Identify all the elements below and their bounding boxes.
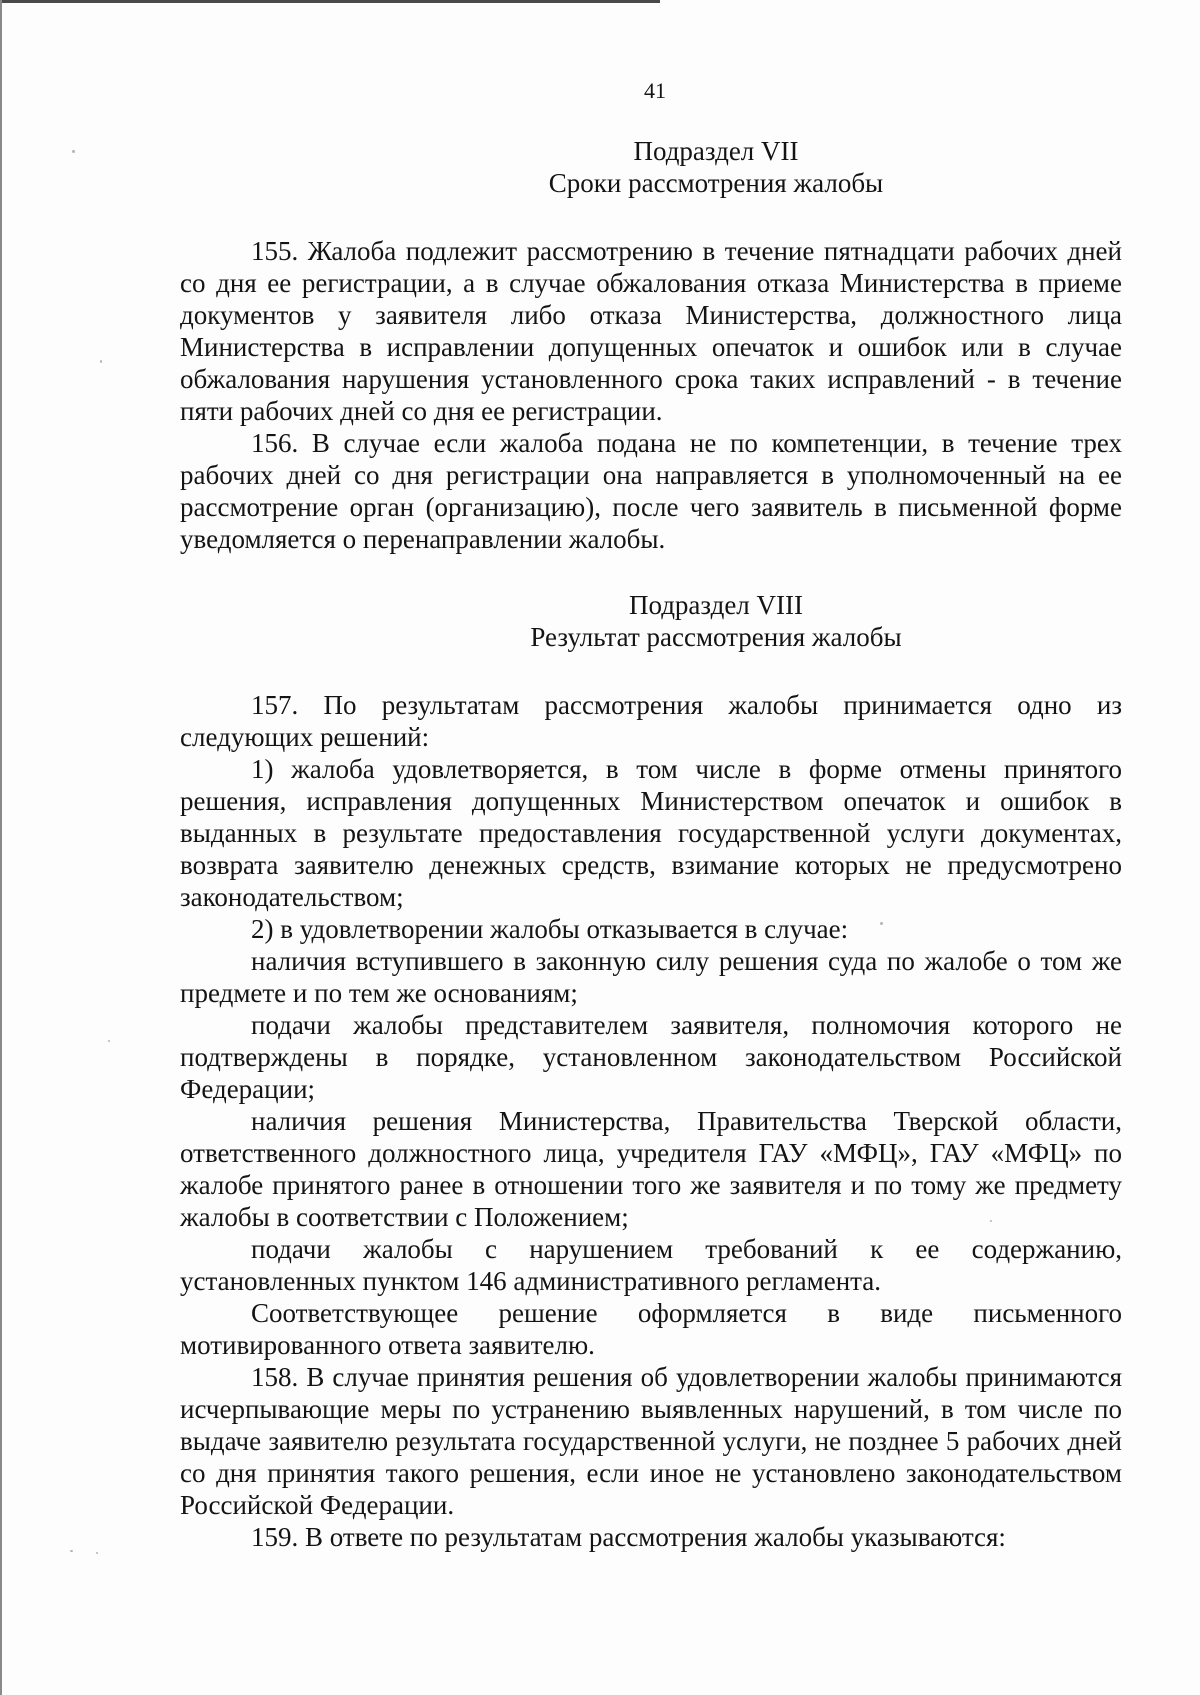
subsection-8-title: Результат рассмотрения жалобы [530,622,902,652]
scan-top-edge [0,0,660,3]
paragraph-157: 157. По результатам рассмотрения жалобы принимается одно из следующих решений: [180,690,1122,752]
paragraph-158: 158. В случае принятия решения об удовлетворении жалобы принимаются исчерпывающие меры по устранению выявленных нарушений, в том числе по выдаче заявителю результата государственной услуги, не позднее 5 рабочих дней со дня принятия такого решения, если иное не установлено законодательством Российской Федерации. [180,1362,1122,1520]
subsection-7-heading [180,135,1122,199]
paragraph-155: 155. Жалоба подлежит рассмотрению в течение пятнадцати рабочих дней со дня ее регистрации, а в случае обжалования отказа Министерства в приеме документов у заявителя либо отказа Министерства, должностного лица Министерства в исправлении допущенных опечаток и ошибок или в случае обжалования нарушения установленного срока таких исправлений - в течение пяти рабочих дней со дня ее регистрации. [180,236,1122,426]
scan-speck [100,360,102,363]
subsection-7-title: Сроки рассмотрения жалобы [548,168,884,198]
refusal-ground-prior-decision: наличия решения Министерства, Правительства Тверской области, ответственного должностного лица, учредителя ГАУ «МФЦ», ГАУ «МФЦ» по жалобе принятого ранее в отношении того же заявителя и по тому же предмету жалобы в соответствии с Положением; [180,1106,1122,1232]
paragraph-157-item-1: 1) жалоба удовлетворяется, в том числе в форме отмены принятого решения, исправления допущенных Министерством опечаток и ошибок в выданных в результате предоставления государственной услуги документах, возврата заявителю денежных средств, взимание которых не предусмотрено законодательством; [180,754,1122,912]
paragraph-159: 159. В ответе по результатам рассмотрения жалобы указываются: [251,1522,1006,1552]
paragraph-156: 156. В случае если жалоба подана не по компетенции, в течение трех рабочих дней со дня регистрации она направляется в уполномоченный на ее рассмотрение орган (организацию), после чего заявитель в письменной форме уведомляется о перенаправлении жалобы. [180,428,1122,554]
scan-speck [108,1040,110,1042]
subsection-8-heading [180,589,1122,653]
scan-speck [72,150,75,153]
page-number: 41 [644,78,666,103]
scan-left-edge [0,0,2,1695]
document-body [180,135,1122,1553]
subsection-8-label: Подраздел VIII [628,590,804,620]
refusal-ground-content-violation: подачи жалобы с нарушением требований к ее содержанию, установленных пунктом 146 административного регламента. [180,1234,1122,1296]
paragraph-157-item-2: 2) в удовлетворении жалобы отказывается в случае: [251,914,849,944]
decision-form-paragraph: Соответствующее решение оформляется в виде письменного мотивированного ответа заявителю. [180,1298,1122,1360]
scan-speck [96,1552,98,1554]
subsection-7-label: Подраздел VII [633,136,799,166]
scan-speck [70,1550,73,1552]
scan-speck [990,1220,992,1222]
refusal-ground-representative: подачи жалобы представителем заявителя, полномочия которого не подтверждены в порядке, установленном законодательством Российской Федерации; [180,1010,1122,1104]
scan-speck [880,922,883,925]
refusal-ground-court-decision: наличия вступившего в законную силу решения суда по жалобе о том же предмете и по тем же основаниям; [180,946,1122,1008]
